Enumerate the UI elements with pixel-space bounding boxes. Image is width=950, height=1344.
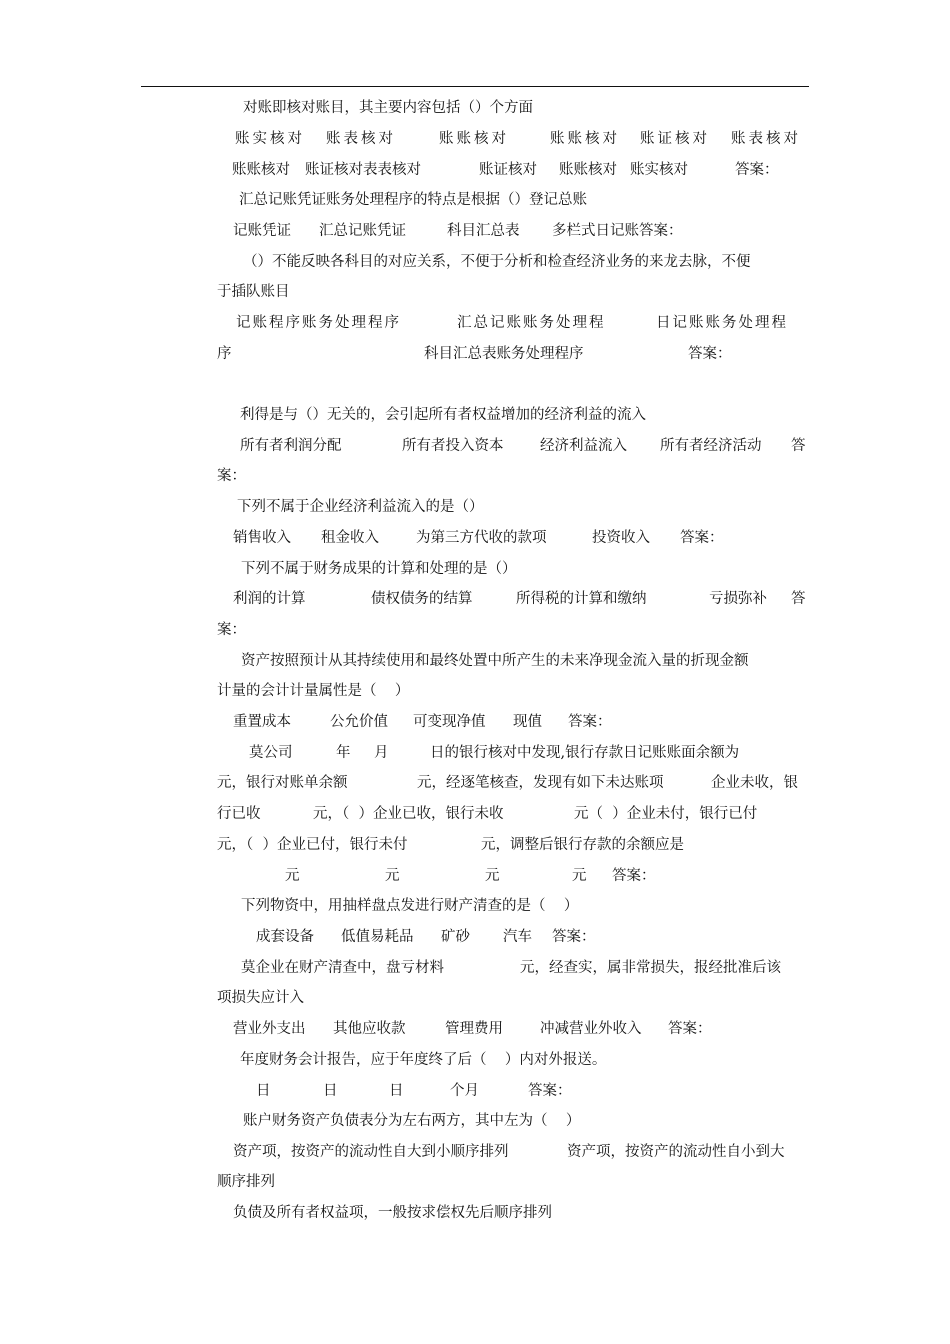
question-summary-voucher: 汇总记账凭证账务处理程序的特点是根据（）登记总账 — [239, 192, 587, 208]
question-annual-report: 年度财务会计报告，应于年度终了后（ ）内对外报送。 — [240, 1052, 607, 1068]
option-text: 租金收入 — [321, 530, 379, 546]
options-line — [0, 344, 950, 364]
option-text: 低值易耗品 — [341, 929, 414, 945]
option-text: 个月 — [450, 1083, 479, 1099]
option-text: 为第三方代收的款项 — [416, 530, 547, 546]
option-text: 账证核对 — [640, 131, 710, 147]
question-text: 莫企业在财产清查中，盘亏材料 — [241, 960, 444, 976]
answer-label: 答案： — [735, 162, 779, 178]
question-reconciliation: 对账即核对账目，其主要内容包括（）个方面 — [243, 100, 533, 116]
answer-label: 答案： — [612, 868, 656, 884]
question-gains: 利得是与（）无关的，会引起所有者权益增加的经济利益的流入 — [240, 407, 646, 423]
option-text: 元 — [572, 868, 587, 884]
question-continuation — [0, 804, 950, 824]
question-economic-inflow: 下列不属于企业经济利益流入的是（） — [237, 499, 484, 515]
question-text: 元，经逐笔核查，发现有如下未达账项 — [417, 775, 664, 791]
answer-label: 答案： — [528, 1083, 572, 1099]
option-text: 记账凭证 — [233, 223, 291, 239]
option-text: 投资收入 — [592, 530, 650, 546]
option-text: 所有者投入资本 — [402, 438, 504, 454]
question-financial-results: 下列不属于财务成果的计算和处理的是（） — [241, 561, 517, 577]
option-text: 序 — [217, 346, 232, 362]
option-text: 营业外支出 — [233, 1021, 306, 1037]
option-text: 账表核对 — [326, 131, 396, 147]
options-line — [0, 866, 950, 886]
options-line — [0, 221, 950, 241]
option-text: 资产项，按资产的流动性自小到大 — [567, 1144, 785, 1160]
option-text: 账账核对 — [550, 131, 620, 147]
option-text: 元 — [385, 868, 400, 884]
question-text: 元，（ ）企业已付，银行未付 — [217, 837, 408, 853]
question-continuation: 项损失应计入 — [217, 990, 304, 1006]
option-text: 账账核对 — [559, 162, 617, 178]
option-text: 其他应收款 — [333, 1021, 406, 1037]
question-balance-sheet: 账户财务资产负债表分为左右两方，其中左为（ ） — [243, 1113, 581, 1129]
question-continuation — [0, 773, 950, 793]
option-text: 汇总记账账务处理程 — [457, 315, 606, 331]
option-text: 账证核对表表核对 — [305, 162, 421, 178]
answer-label: 答 — [791, 438, 806, 454]
options-line — [0, 1142, 950, 1162]
option-text: 账账核对 — [439, 131, 509, 147]
question-text: 月 — [374, 745, 389, 761]
option-text: 元 — [485, 868, 500, 884]
option-text: 记账程序账务处理程序 — [236, 315, 401, 331]
option-text: 矿砂 — [441, 929, 470, 945]
question-correspondence: （）不能反映各科目的对应关系，不便于分析和检查经济业务的来龙去脉，不便 — [243, 254, 751, 270]
option-text: 账实核对 — [235, 131, 305, 147]
options-line — [0, 160, 950, 180]
question-text: 年 — [336, 745, 351, 761]
options-line — [0, 129, 950, 149]
option-text: 账实核对 — [630, 162, 688, 178]
answer-label: 案： — [217, 468, 246, 484]
question-continuation: 计量的会计计量属性是（ ） — [217, 683, 410, 699]
options-line — [0, 927, 950, 947]
question-bank-reconciliation — [0, 743, 950, 763]
option-text: 元 — [285, 868, 300, 884]
option-text: 资产项，按资产的流动性自大到小顺序排列 — [233, 1144, 509, 1160]
option-text: 销售收入 — [233, 530, 291, 546]
option-text: 汇总记账凭证 — [319, 223, 406, 239]
option-text: 重置成本 — [233, 714, 291, 730]
question-text: 元（ ）企业未付，银行已付 — [574, 806, 758, 822]
option-text: 利润的计算 — [233, 591, 306, 607]
option-text: 经济利益流入 — [540, 438, 627, 454]
option-text: 科目汇总表账务处理程序 — [424, 346, 584, 362]
option-text: 现值 — [513, 714, 542, 730]
answer-label: 案： — [217, 622, 246, 638]
answer-label: 答案： — [680, 530, 724, 546]
question-text: 元，（ ）企业已收，银行未收 — [313, 806, 504, 822]
option-text: 公允价值 — [330, 714, 388, 730]
option-text: 成套设备 — [256, 929, 314, 945]
option-text: 日 — [256, 1083, 271, 1099]
question-text: 日的银行核对中发现,银行存款日记账账面余额为 — [430, 745, 740, 761]
option-text: 亏损弥补 — [709, 591, 767, 607]
options-line — [0, 528, 950, 548]
question-sampling-count: 下列物资中，用抽样盘点发进行财产清查的是（ ） — [241, 898, 579, 914]
option-text: 所有者利润分配 — [240, 438, 342, 454]
option-text: 可变现净值 — [413, 714, 486, 730]
option-text: 账表核对 — [731, 131, 801, 147]
option-text: 管理费用 — [445, 1021, 503, 1037]
options-line — [0, 589, 950, 609]
question-text: 企业未收，银 — [711, 775, 798, 791]
option-text: 账证核对 — [479, 162, 537, 178]
option-text: 负债及所有者权益项，一般按求偿权先后顺序排列 — [233, 1205, 552, 1221]
options-line — [0, 436, 950, 456]
option-text: 债权债务的结算 — [371, 591, 473, 607]
option-text: 科目汇总表 — [447, 223, 520, 239]
option-text: 日 — [323, 1083, 338, 1099]
question-present-value: 资产按照预计从其持续使用和最终处置中所产生的未来净现金流入量的折现金额 — [241, 653, 749, 669]
option-text: 所得税的计算和缴纳 — [516, 591, 647, 607]
option-text: 冲减营业外收入 — [540, 1021, 642, 1037]
option-text: 日 — [389, 1083, 404, 1099]
option-text: 所有者经济活动 — [660, 438, 762, 454]
question-text: 行已收 — [217, 806, 261, 822]
answer-label: 答 — [791, 591, 806, 607]
question-continuation — [0, 835, 950, 855]
answer-label: 答案： — [552, 929, 596, 945]
option-text: 日记账账务处理程 — [656, 315, 788, 331]
option-continuation: 顺序排列 — [217, 1174, 275, 1190]
options-line — [0, 313, 950, 333]
option-text: 账账核对 — [232, 162, 290, 178]
option-text: 汽车 — [503, 929, 532, 945]
options-line — [0, 1081, 950, 1101]
question-text: 元，经查实，属非常损失，报经批准后该 — [520, 960, 781, 976]
header-rule — [141, 86, 809, 87]
question-text: 元，银行对账单余额 — [217, 775, 348, 791]
answer-label: 答案： — [568, 714, 612, 730]
options-line — [0, 1019, 950, 1039]
options-line — [0, 712, 950, 732]
question-inventory-loss — [0, 958, 950, 978]
question-text: 元，调整后银行存款的余额应是 — [481, 837, 684, 853]
option-text: 多栏式日记账答案： — [552, 223, 683, 239]
answer-label: 答案： — [688, 346, 732, 362]
question-text: 莫公司 — [249, 745, 293, 761]
answer-label: 答案： — [668, 1021, 712, 1037]
question-continuation: 于插队账目 — [217, 284, 290, 300]
